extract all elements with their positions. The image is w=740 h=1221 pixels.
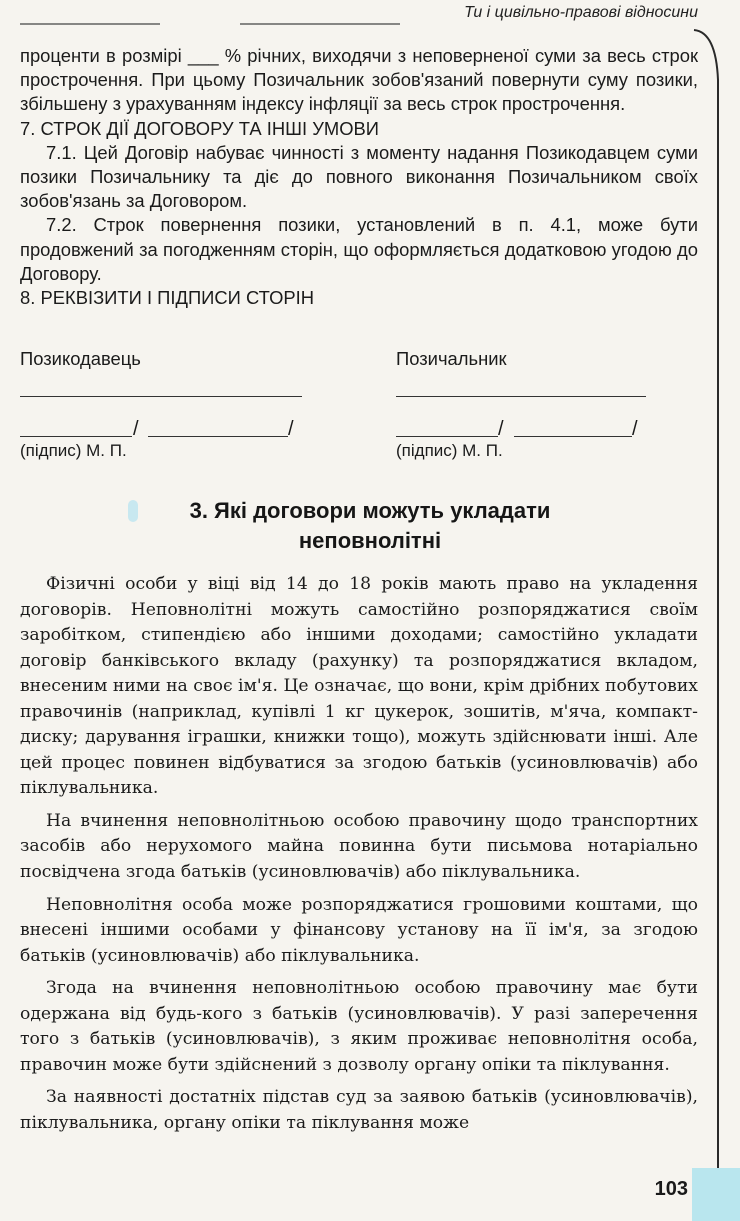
lender-initials-line (148, 436, 288, 437)
lender-label: Позикодавець (20, 348, 141, 369)
section-7-title: 7. СТРОК ДІЇ ДОГОВОРУ ТА ІНШІ УМОВИ (20, 117, 379, 139)
borrower-initials-line (514, 436, 632, 437)
borrower-label: Позичальник (396, 348, 507, 369)
section-3-title-line-2: неповнолітні (298, 528, 442, 553)
borrower-slash-2: / (632, 418, 638, 440)
borrower-name-line (396, 396, 646, 397)
body-paragraph: На вчинення неповнолітньою особою правочину щодо транспортних засобів або нерухомого майна повинна бути письмова нотаріально посвідчена згода батьків (усиновлювачів) або піклувальника. (20, 810, 698, 883)
running-header: Ти і цивільно-правові відносини (464, 4, 698, 21)
body-paragraph: Фізичні особи у віці від 14 до 18 років мають право на укладення договорів. Неповнолітні можуть самостійно розпоряджатися своїм заробітком, стипендією або іншими доходами; самостійно укладати договір банківського вкладу (рахунку) та розпоряджатися вкладом, внесеним ними на своє ім'я. Це означає, що вони, крім дрібних побутових правочинів (наприклад, купівлі 1 кг цукерок, зошитів, м'яча, компакт-диску; дарування іграшки, книжки тощо), можуть здійснювати інші. Але цей процес повинен відбуватися за згодою батьків (усиновлювачів) або піклувальника. (20, 574, 698, 799)
body-text (20, 572, 698, 1143)
section-8-title: 8. РЕКВІЗИТИ І ПІДПИСИ СТОРІН (20, 287, 315, 309)
body-paragraph: Згода на вчинення неповнолітньою особою правочину має бути одержана від будь-кого з батьків (усиновлювачів). У разі заперечення того з батьків (усиновлювачів), з яким проживає неповнолітня особа, правочин може бути здійснений з дозволу органу опіки та піклування. (20, 978, 698, 1075)
borrower-signature-note: (підпис) М. П. (396, 441, 503, 460)
lender-signature-line (20, 436, 132, 437)
page-number: 103 (654, 1178, 688, 1200)
contract-block (20, 44, 698, 310)
page-header (0, 0, 740, 30)
body-paragraph: Неповнолітня особа може розпоряджатися грошовими коштами, що внесені іншими особами у фінансову установу на її ім'я, за згодою батьків (усиновлювачів) або піклувальника. (20, 894, 698, 966)
section-3-heading (0, 496, 740, 556)
body-paragraph: За наявності достатніх підстав суд за заявою батьків (усиновлювачів), піклувальника, органу опіки та піклування може (20, 1087, 698, 1133)
clause-7-2: 7.2. Строк повернення позики, установлений в п. 4.1, може бути продовжений за погодженням сторін, що оформляється додатковою угодою до Договору. (20, 214, 698, 284)
lender-slash-1: / (133, 418, 139, 440)
borrower-slash-1: / (498, 418, 504, 440)
lender-slash-2: / (288, 418, 294, 440)
lender-name-line (20, 396, 302, 397)
page-corner-tab (692, 1168, 740, 1221)
clause-7-1: 7.1. Цей Договір набуває чинності з моменту надання Позикодавцем суми позики Позичальнику та діє до повного виконання Позичальником своїх зобов'язань за Договором. (20, 141, 698, 212)
borrower-signature-line (396, 436, 498, 437)
section-3-title-line-1: 3. Які договори можуть укладати (189, 498, 551, 523)
contract-continuation: проценти в розмірі ___ % річних, виходячи з неповерненої суми за весь строк прострочення. При цьому Позичальник зобов'язаний повернути суму позики, збільшену з урахуванням індексу інфляції за весь строк прострочення. (20, 45, 698, 115)
lender-signature-note: (підпис) М. П. (20, 441, 127, 460)
